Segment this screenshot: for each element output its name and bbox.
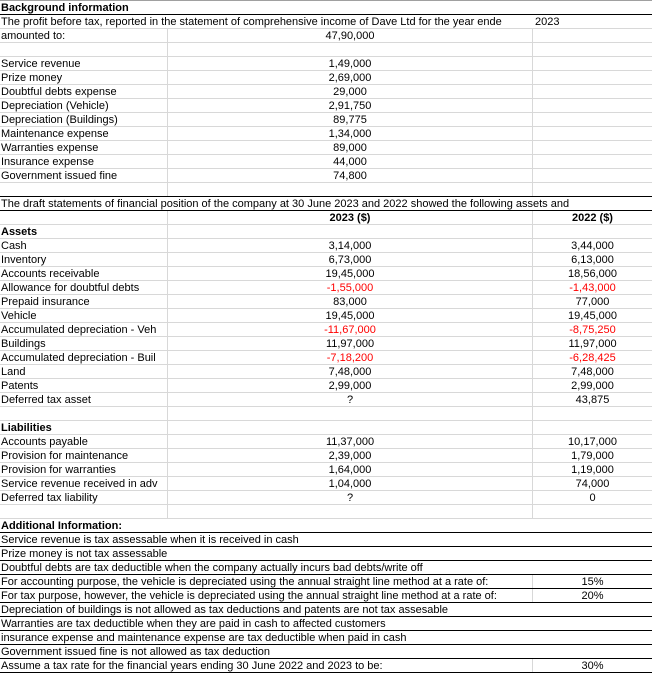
- empty-row: [0, 505, 652, 519]
- additional-info-row: [0, 575, 652, 589]
- line-item-label[interactable]: Patents: [0, 379, 168, 392]
- empty-cell[interactable]: [0, 211, 168, 224]
- item-label[interactable]: Doubtful debts expense: [0, 85, 168, 98]
- background-title[interactable]: Background information: [1, 2, 129, 14]
- empty-cell[interactable]: [533, 57, 652, 70]
- value-2022[interactable]: 2,99,000: [571, 380, 614, 392]
- line-item-label[interactable]: Accounts payable: [0, 435, 168, 448]
- additional-info-text[interactable]: Prize money is not tax assessable: [1, 548, 168, 560]
- item-value[interactable]: 74,800: [168, 169, 533, 182]
- value-2023[interactable]: 1,64,000: [168, 463, 533, 476]
- item-value[interactable]: 1,34,000: [168, 127, 533, 140]
- empty-cell[interactable]: [533, 127, 652, 140]
- item-label[interactable]: Prize money: [0, 71, 168, 84]
- liabilities-table: [0, 435, 652, 505]
- item-label[interactable]: Government issued fine: [0, 169, 168, 182]
- empty-cell[interactable]: [168, 421, 533, 434]
- empty-cell[interactable]: [168, 407, 533, 420]
- empty-cell[interactable]: [533, 71, 652, 84]
- background-item-row: [0, 71, 652, 85]
- value-2022[interactable]: 11,97,000: [568, 338, 617, 350]
- additional-info-text[interactable]: For tax purpose, however, the vehicle is depreciated using the annual straight line method at a rate of:: [0, 589, 533, 602]
- line-item-label[interactable]: Provision for maintenance: [0, 449, 168, 462]
- assets-row: [0, 267, 652, 281]
- empty-cell[interactable]: [168, 43, 533, 56]
- value-2022[interactable]: 19,45,000: [568, 310, 617, 322]
- additional-info-text[interactable]: Government issued fine is not allowed as tax deduction: [1, 646, 271, 658]
- value-2023[interactable]: 7,48,000: [168, 365, 533, 378]
- item-label[interactable]: Service revenue: [0, 57, 168, 70]
- item-value[interactable]: 2,91,750: [168, 99, 533, 112]
- empty-cell[interactable]: [533, 407, 652, 420]
- value-2022[interactable]: 74,000: [575, 478, 610, 490]
- empty-cell[interactable]: [533, 43, 652, 56]
- liabilities-row: [0, 477, 652, 491]
- item-value[interactable]: 89,775: [168, 113, 533, 126]
- value-2023[interactable]: 3,14,000: [168, 239, 533, 252]
- row-background-title: [0, 1, 652, 15]
- row-amount: [0, 29, 652, 43]
- column-header-2022[interactable]: 2022 ($): [572, 212, 613, 224]
- additional-info-row: [0, 631, 652, 645]
- value-2023[interactable]: ?: [168, 491, 533, 504]
- empty-cell[interactable]: [533, 183, 652, 196]
- liabilities-row: [0, 463, 652, 477]
- additional-info-text[interactable]: insurance expense and maintenance expense are tax deductible when paid in cash: [1, 632, 407, 644]
- empty-cell[interactable]: [533, 225, 652, 238]
- liabilities-row: [0, 435, 652, 449]
- additional-info-text[interactable]: Assume a tax rate for the financial years ending 30 June 2022 and 2023 to be:: [0, 659, 533, 672]
- empty-cell[interactable]: [533, 421, 652, 434]
- value-2023[interactable]: -7,18,200: [168, 351, 533, 364]
- background-item-row: [0, 169, 652, 183]
- line-item-label[interactable]: Deferred tax liability: [0, 491, 168, 504]
- empty-cell[interactable]: [0, 183, 168, 196]
- assets-row: [0, 309, 652, 323]
- empty-row: [0, 407, 652, 421]
- line-item-label[interactable]: Accumulated depreciation - Veh: [0, 323, 168, 336]
- value-2022[interactable]: -6,28,425: [569, 352, 616, 364]
- additional-items: [0, 533, 652, 673]
- additional-info-value[interactable]: 15%: [581, 576, 604, 588]
- empty-cell[interactable]: [168, 183, 533, 196]
- value-2022[interactable]: -1,43,000: [569, 282, 616, 294]
- empty-cell[interactable]: [533, 169, 652, 182]
- value-2023[interactable]: 19,45,000: [168, 309, 533, 322]
- item-label[interactable]: Depreciation (Buildings): [0, 113, 168, 126]
- line-item-label[interactable]: Service revenue received in adv: [0, 477, 168, 490]
- amount-label[interactable]: amounted to:: [0, 29, 168, 42]
- background-item-row: [0, 85, 652, 99]
- empty-cell[interactable]: [533, 29, 652, 42]
- empty-cell[interactable]: [0, 505, 168, 518]
- additional-info-text[interactable]: For accounting purpose, the vehicle is depreciated using the annual straight line method at a rate of:: [0, 575, 533, 588]
- value-2023[interactable]: ?: [168, 393, 533, 406]
- additional-info-text[interactable]: Service revenue is tax assessable when it is received in cash: [1, 534, 299, 546]
- additional-info-row: [0, 617, 652, 631]
- item-value[interactable]: 44,000: [168, 155, 533, 168]
- item-value[interactable]: 1,49,000: [168, 57, 533, 70]
- value-2023[interactable]: -1,55,000: [168, 281, 533, 294]
- background-item-row: [0, 141, 652, 155]
- value-2023[interactable]: 2,99,000: [168, 379, 533, 392]
- row-additional-title: [0, 519, 652, 533]
- liabilities-title[interactable]: Liabilities: [0, 421, 168, 434]
- value-2023[interactable]: 2,39,000: [168, 449, 533, 462]
- assets-table: [0, 239, 652, 407]
- background-item-row: [0, 57, 652, 71]
- value-2022[interactable]: 7,48,000: [571, 366, 614, 378]
- empty-cell[interactable]: [533, 155, 652, 168]
- empty-cell[interactable]: [533, 85, 652, 98]
- value-2022[interactable]: 10,17,000: [568, 436, 617, 448]
- empty-cell[interactable]: [0, 43, 168, 56]
- line-item-label[interactable]: Cash: [0, 239, 168, 252]
- item-value[interactable]: 2,69,000: [168, 71, 533, 84]
- additional-info-row: [0, 645, 652, 659]
- empty-cell[interactable]: [533, 505, 652, 518]
- row-liabilities-title: [0, 421, 652, 435]
- line-item-label[interactable]: Accumulated depreciation - Buil: [0, 351, 168, 364]
- empty-cell[interactable]: [533, 141, 652, 154]
- empty-row: [0, 183, 652, 197]
- assets-row: [0, 281, 652, 295]
- line-item-label[interactable]: Prepaid insurance: [0, 295, 168, 308]
- value-2023[interactable]: 83,000: [168, 295, 533, 308]
- assets-row: [0, 365, 652, 379]
- value-2022[interactable]: 18,56,000: [568, 268, 617, 280]
- additional-info-text[interactable]: Warranties are tax deductible when they are paid in cash to affected customers: [1, 618, 386, 630]
- assets-row: [0, 323, 652, 337]
- position-intro-text[interactable]: The draft statements of financial position of the company at 30 June 2023 and 2022 showed the following assets and: [1, 198, 570, 210]
- line-item-label[interactable]: Buildings: [0, 337, 168, 350]
- empty-row: [0, 43, 652, 57]
- assets-row: [0, 379, 652, 393]
- item-label[interactable]: Insurance expense: [0, 155, 168, 168]
- item-value[interactable]: 29,000: [168, 85, 533, 98]
- item-label[interactable]: Warranties expense: [0, 141, 168, 154]
- row-intro: [0, 15, 652, 29]
- value-2022[interactable]: 3,44,000: [571, 240, 614, 252]
- empty-cell[interactable]: [533, 99, 652, 112]
- empty-cell[interactable]: [0, 407, 168, 420]
- assets-row: [0, 239, 652, 253]
- value-2023[interactable]: 1,04,000: [168, 477, 533, 490]
- line-item-label[interactable]: Provision for warranties: [0, 463, 168, 476]
- value-2023[interactable]: -11,67,000: [168, 323, 533, 336]
- additional-title[interactable]: Additional Information:: [1, 520, 122, 532]
- assets-row: [0, 253, 652, 267]
- row-column-headers: [0, 211, 652, 225]
- assets-row: [0, 351, 652, 365]
- assets-title[interactable]: Assets: [0, 225, 168, 238]
- empty-cell[interactable]: [533, 113, 652, 126]
- value-2022[interactable]: 1,79,000: [571, 450, 614, 462]
- value-2022[interactable]: 1,19,000: [571, 464, 614, 476]
- value-2022[interactable]: 6,13,000: [571, 254, 614, 266]
- liabilities-row: [0, 491, 652, 505]
- value-2022[interactable]: 0: [589, 492, 596, 504]
- liabilities-row: [0, 449, 652, 463]
- value-2022[interactable]: 43,875: [575, 394, 610, 406]
- value-2023[interactable]: 19,45,000: [168, 267, 533, 280]
- row-position-intro: [0, 197, 652, 211]
- line-item-label[interactable]: Allowance for doubtful debts: [0, 281, 168, 294]
- line-item-label[interactable]: Vehicle: [0, 309, 168, 322]
- empty-cell[interactable]: [168, 505, 533, 518]
- empty-cell[interactable]: [168, 225, 533, 238]
- additional-info-row: [0, 533, 652, 547]
- line-item-label[interactable]: Land: [0, 365, 168, 378]
- value-2023[interactable]: 11,37,000: [168, 435, 533, 448]
- additional-info-value[interactable]: 20%: [581, 590, 604, 602]
- line-item-label[interactable]: Accounts receivable: [0, 267, 168, 280]
- value-2023[interactable]: 6,73,000: [168, 253, 533, 266]
- assets-row: [0, 295, 652, 309]
- item-label[interactable]: Depreciation (Vehicle): [0, 99, 168, 112]
- amount-value[interactable]: 47,90,000: [168, 29, 533, 42]
- background-item-row: [0, 127, 652, 141]
- value-2022[interactable]: -8,75,250: [569, 324, 616, 336]
- item-value[interactable]: 89,000: [168, 141, 533, 154]
- intro-year[interactable]: 2023: [535, 16, 560, 28]
- intro-text[interactable]: The profit before tax, reported in the statement of comprehensive income of Dave Ltd for the year ende: [1, 16, 502, 28]
- additional-info-value[interactable]: 30%: [581, 660, 604, 672]
- additional-info-row: [0, 589, 652, 603]
- assets-row: [0, 337, 652, 351]
- background-items: [0, 57, 652, 183]
- row-assets-title: [0, 225, 652, 239]
- column-header-2023[interactable]: 2023 ($): [168, 211, 533, 224]
- background-item-row: [0, 113, 652, 127]
- assets-row: [0, 393, 652, 407]
- additional-info-text[interactable]: Doubtful debts are tax deductible when the company actually incurs bad debts/write off: [1, 562, 423, 574]
- additional-info-row: [0, 547, 652, 561]
- value-2023[interactable]: 11,97,000: [168, 337, 533, 350]
- background-item-row: [0, 155, 652, 169]
- value-2022[interactable]: 77,000: [575, 296, 610, 308]
- additional-info-text[interactable]: Depreciation of buildings is not allowed as tax deductions and patents are not tax assesable: [1, 604, 449, 616]
- additional-info-row: [0, 603, 652, 617]
- item-label[interactable]: Maintenance expense: [0, 127, 168, 140]
- background-item-row: [0, 99, 652, 113]
- line-item-label[interactable]: Inventory: [0, 253, 168, 266]
- line-item-label[interactable]: Deferred tax asset: [0, 393, 168, 406]
- additional-info-row: [0, 561, 652, 575]
- additional-info-row: [0, 659, 652, 673]
